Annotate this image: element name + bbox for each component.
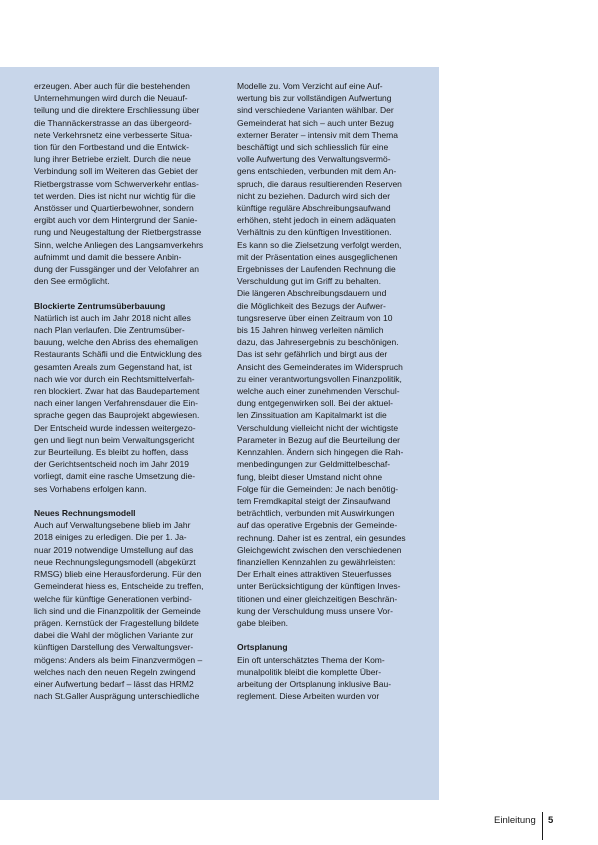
text-line: künftigen Darstellung des Verwaltungsver-: [34, 642, 194, 653]
text-line: rechnung. Daher ist es zentral, ein gesundes: [237, 532, 406, 543]
text-line: prägen. Kernstück der Fragestellung bildete: [34, 617, 199, 628]
text-line: tem Fremdkapital steigt der Zinsaufwand: [237, 495, 391, 506]
text-line: len Zinssituation am Kapitalmarkt ist die: [237, 410, 387, 421]
text-line: Anstösser und Quartierbewohner, sondern: [34, 203, 194, 214]
text-line: rung und Neugestaltung der Rietbergstrasse: [34, 227, 202, 238]
text-column-right: [237, 80, 428, 702]
text-line: neue Rechnungslegungsmodell (abgekürzt: [34, 556, 196, 567]
text-line: zur Beurteilung. Es bleibt zu hoffen, dass: [34, 447, 189, 458]
text-line: Folge für die Gemeinden: Je nach benötig-: [237, 483, 399, 494]
text-line: Verhältnis zu den künftigen Investitionen.: [237, 227, 392, 238]
text-line: nuar 2019 notwendige Umstellung auf das: [34, 544, 194, 555]
text-line: munalpolitik bleibt die komplette Über-: [237, 666, 382, 677]
text-line: Kennzahlen. Ändern sich hingegen die Rah-: [237, 447, 404, 458]
text-line: dabei die Wahl der möglichen Variante zur: [34, 630, 194, 641]
text-line: arbeitung der Ortsplanung inklusive Bau-: [237, 678, 392, 689]
text-line: Modelle zu. Vom Verzicht auf eine Auf-: [237, 81, 383, 91]
paragraph-gap: [237, 629, 428, 641]
text-line: dazu, das Jahresergebnis zu beschönigen.: [237, 337, 399, 348]
text-line: ergibt auch vor dem Hintergrund der Sanie-: [34, 215, 198, 226]
text-line: Gemeinderat hiess es, Entscheide zu treffen,: [34, 581, 204, 592]
text-line: nach St.Galler Ausprägung unterschiedliche: [34, 691, 200, 702]
text-line: tungsreserve über einen Zeitraum von 10: [237, 312, 393, 323]
text-line: Es kann so die Zielsetzung verfolgt werden,: [237, 239, 402, 250]
text-line: wertung bis zur vollständigen Aufwertung: [237, 93, 392, 104]
text-line: Ergebnisses der Laufenden Rechnung die: [237, 264, 396, 275]
text-line: Verbindung soll im Weiteren das Gebiet der: [34, 166, 198, 177]
section-heading: Blockierte Zentrumsüberbauung: [34, 300, 166, 311]
text-line: menbedingungen zur Geldmittelbeschaf-: [237, 459, 391, 470]
text-line: aufnimmt und damit die bessere Anbin-: [34, 251, 182, 262]
footer-divider: [542, 812, 543, 840]
text-line: der Gerichtsentscheid noch im Jahr 2019: [34, 459, 189, 470]
text-line: nete Verkehrsnetz eine verbesserte Situa-: [34, 129, 193, 140]
text-line: reglement. Diese Arbeiten wurden vor: [237, 691, 380, 702]
paragraph-gap: [34, 287, 225, 299]
text-line: titionen und einer gleichzeitigen Beschrän-: [237, 593, 398, 604]
text-line: nicht zu beziehen. Dadurch wird sich der: [237, 190, 391, 201]
text-line: gesamten Areals zum Gegenstand hat, ist: [34, 361, 192, 372]
page-footer: [494, 812, 558, 842]
text-line: nach Plan verlaufen. Die Zentrumsüber-: [34, 325, 185, 336]
page-number: 5: [548, 815, 554, 826]
text-line: Unternehmungen wird durch die Neuauf-: [34, 93, 188, 104]
text-line: nach einer langen Verfahrensdauer die Ein-: [34, 398, 198, 409]
text-line: sprache gegen das Bauprojekt abgewiesen.: [34, 410, 200, 421]
text-line: Restaurants Schäfli und die Entwicklung des: [34, 349, 202, 360]
text-line: erhöhen, steht jedoch in einem adäquaten: [237, 215, 396, 226]
text-line: 2018 einiges zu erledigen. Die per 1. Ja-: [34, 532, 187, 543]
text-line: einer Aufwertung bedarf – lässt das HRM2: [34, 678, 194, 689]
text-line: gen und liegt nun beim Verwaltungsgericht: [34, 434, 195, 445]
text-line: teilung und die direktere Erschliessung über: [34, 105, 200, 116]
text-line: Das ist sehr gefährlich und birgt aus der: [237, 349, 388, 360]
text-line: künftige reguläre Abschreibungsaufwand: [237, 203, 391, 214]
text-column-left: [34, 80, 225, 702]
text-line: die Thannäckerstrasse an das übergeord-: [34, 117, 192, 128]
text-line: Gemeinderat hat sich – auch unter Bezug: [237, 117, 394, 128]
text-line: dung der Fussgänger und der Velofahrer an: [34, 264, 199, 275]
text-line: welches nach den neuen Regeln zwingend: [34, 666, 196, 677]
text-line: volle Aufwertung des Verwaltungsvermö-: [237, 154, 391, 165]
text-line: Der Erhalt eines attraktiven Steuerfusses: [237, 569, 392, 580]
text-line: Ansicht des Gemeinderates im Widerspruch: [237, 361, 403, 372]
section-heading: Neues Rechnungsmodell: [34, 508, 136, 519]
text-line: erzeugen. Aber auch für die bestehenden: [34, 81, 190, 91]
text-line: gabe bleiben.: [237, 617, 289, 628]
text-line: bis 15 Jahren hinweg verleiten nämlich: [237, 325, 384, 336]
footer-section-label: Einleitung: [494, 815, 536, 826]
text-line: die Möglichkeit des Bezugs der Aufwer-: [237, 300, 386, 311]
section-heading: Ortsplanung: [237, 642, 288, 653]
text-line: zu einer verantwortungsvollen Finanzpolitik,: [237, 373, 402, 384]
text-line: beschäftigt und sich schliesslich für eine: [237, 142, 389, 153]
text-line: mit der Präsentation eines ausgeglichenen: [237, 251, 398, 262]
text-line: Ein oft unterschätztes Thema der Kom-: [237, 654, 385, 665]
text-line: mögens: Anders als beim Finanzvermögen –: [34, 654, 203, 665]
text-line: lung ihrer Betriebe erzielt. Durch die neue: [34, 154, 191, 165]
text-line: externer Berater – intensiv mit dem Thema: [237, 129, 398, 140]
text-line: fung, bleibt dieser Umstand nicht ohne: [237, 471, 383, 482]
text-line: vorliegt, damit eine rasche Umsetzung die-: [34, 471, 196, 482]
text-line: Verschuldung gut im Griff zu behalten.: [237, 276, 381, 287]
text-line: Auch auf Verwaltungsebene blieb im Jahr: [34, 520, 191, 531]
paragraph-gap: [34, 495, 225, 507]
text-line: bauung, welche den Abriss des ehemaligen: [34, 337, 198, 348]
text-line: ren blockiert. Zwar hat das Baudepartement: [34, 386, 200, 397]
text-line: dung entgegenwirken soll. Bei der aktuel-: [237, 398, 393, 409]
text-line: lich sind und die Finanzpolitik der Gemeinde: [34, 605, 201, 616]
text-line: finanziellen Kennzahlen zu gewährleisten:: [237, 556, 396, 567]
text-line: Gleichgewicht zwischen den verschiedenen: [237, 544, 402, 555]
text-line: Verschuldung vielleicht nicht der wichtigste: [237, 422, 399, 433]
text-line: Der Entscheid wurde indessen weitergezo-: [34, 422, 196, 433]
text-line: welche auch einer zunehmenden Verschul-: [237, 386, 400, 397]
text-line: sind verschiedene Varianten wählbar. Der: [237, 105, 394, 116]
text-line: Sinn, welche Anliegen des Langsamverkehrs: [34, 239, 204, 250]
text-line: Die längeren Abschreibungsdauern und: [237, 288, 387, 299]
text-line: spruch, die daraus resultierenden Reserven: [237, 178, 402, 189]
text-line: Rietbergstrasse vom Schwerverkehr entlas-: [34, 178, 199, 189]
text-line: gens entschieden, verbunden mit dem An-: [237, 166, 397, 177]
text-line: RMSG) blieb eine Herausforderung. Für den: [34, 569, 202, 580]
text-line: welche für künftige Generationen verbind-: [34, 593, 192, 604]
text-line: tet werden. Dies ist nicht nur wichtig für die: [34, 190, 196, 201]
text-line: den See ermöglicht.: [34, 276, 110, 287]
text-line: unter Berücksichtigung der künftigen Inves-: [237, 581, 401, 592]
text-line: Parameter in Bezug auf die Beurteilung der: [237, 434, 401, 445]
text-line: beträchtlich, verbunden mit Auswirkungen: [237, 508, 395, 519]
text-line: tion für den Fortbestand und die Entwick-: [34, 142, 189, 153]
text-line: ses Vorhabens erfolgen kann.: [34, 483, 147, 494]
text-line: Natürlich ist auch im Jahr 2018 nicht alles: [34, 312, 191, 323]
text-line: kung der Verschuldung muss unsere Vor-: [237, 605, 393, 616]
text-line: nach wie vor durch ein Rechtsmittelverfah-: [34, 373, 195, 384]
text-line: auf das operative Ergebnis der Gemeinde-: [237, 520, 398, 531]
